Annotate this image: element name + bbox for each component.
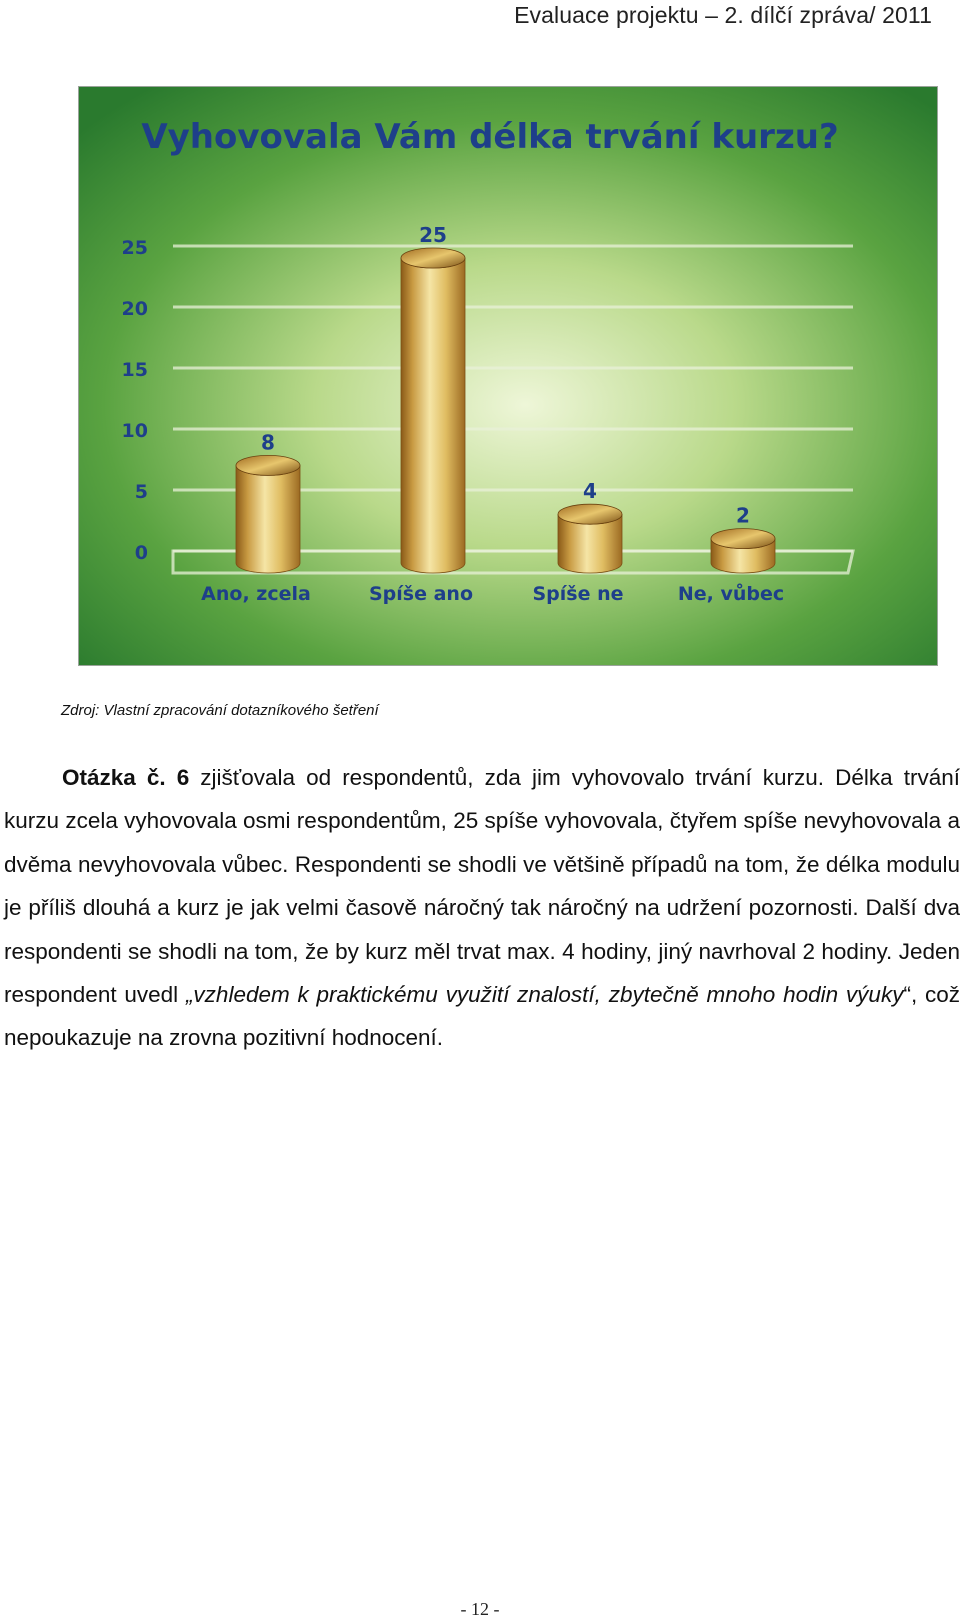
bar-2 — [401, 258, 465, 573]
data-label: 25 — [419, 223, 447, 247]
data-label: 2 — [736, 503, 750, 528]
respondent-quote: „vzhledem k praktickému využití znalostí, zbytečně mnoho hodin výuky — [185, 982, 904, 1008]
bar-1 — [236, 465, 300, 573]
question-reference: Otázka č. 6 — [62, 765, 190, 790]
y-tick-label: 20 — [121, 298, 148, 320]
y-tick-label: 10 — [121, 420, 148, 442]
figure-caption: Zdroj: Vlastní zpracování dotazníkového šetření — [61, 702, 379, 719]
y-tick-label: 15 — [121, 359, 148, 381]
bar-top-4 — [711, 529, 775, 549]
chart-svg — [78, 86, 938, 666]
y-tick-label: 5 — [134, 481, 148, 503]
y-tick-label: 0 — [134, 542, 148, 564]
paragraph-text-2: , což nepoukazuje na zrovna pozitivní hodnocení. — [4, 982, 960, 1051]
y-tick-label: 25 — [121, 237, 148, 259]
body-paragraph — [4, 756, 960, 1060]
x-tick-label: Spíše ano — [368, 583, 474, 605]
x-tick-label: Ne, vůbec — [677, 583, 785, 605]
bar-top-3 — [558, 504, 622, 524]
bar-chart — [78, 86, 938, 666]
x-tick-label: Spíše ne — [532, 583, 624, 605]
chart-background — [78, 86, 938, 666]
bar-top-2 — [401, 248, 465, 268]
running-header: Evaluace projektu – 2. dílčí zpráva/ 2011 — [514, 2, 932, 28]
chart-title: Vyhovovala Vám délka trvání kurzu? — [141, 117, 839, 157]
x-tick-label: Ano, zcela — [201, 583, 311, 605]
data-label: 4 — [583, 479, 597, 504]
paragraph-text-1: zjišťovala od respondentů, zda jim vyhovovalo trvání kurzu. Délka trvání kurzu zcela vyhovovala osmi respondentům, 25 spíše vyhovovala, čtyřem spíše nevyhovovala a dvěma nevyhovovala vůbec. Respondenti se shodli ve většině případů na tom, že délka modulu je příliš dlouhá a kurz je jak velmi časově náročný tak náročný na udržení pozornosti. Další dva respondenti se shodli na tom, že by kurz měl trvat max. 4 hodiny, jiný navrhoval 2 hodiny. Jeden respondent uvedl — [4, 765, 960, 1008]
data-label: 8 — [261, 430, 275, 455]
page-number: - 12 - — [460, 1599, 500, 1619]
quote-close: “ — [903, 982, 911, 1008]
bar-top-1 — [236, 455, 300, 475]
